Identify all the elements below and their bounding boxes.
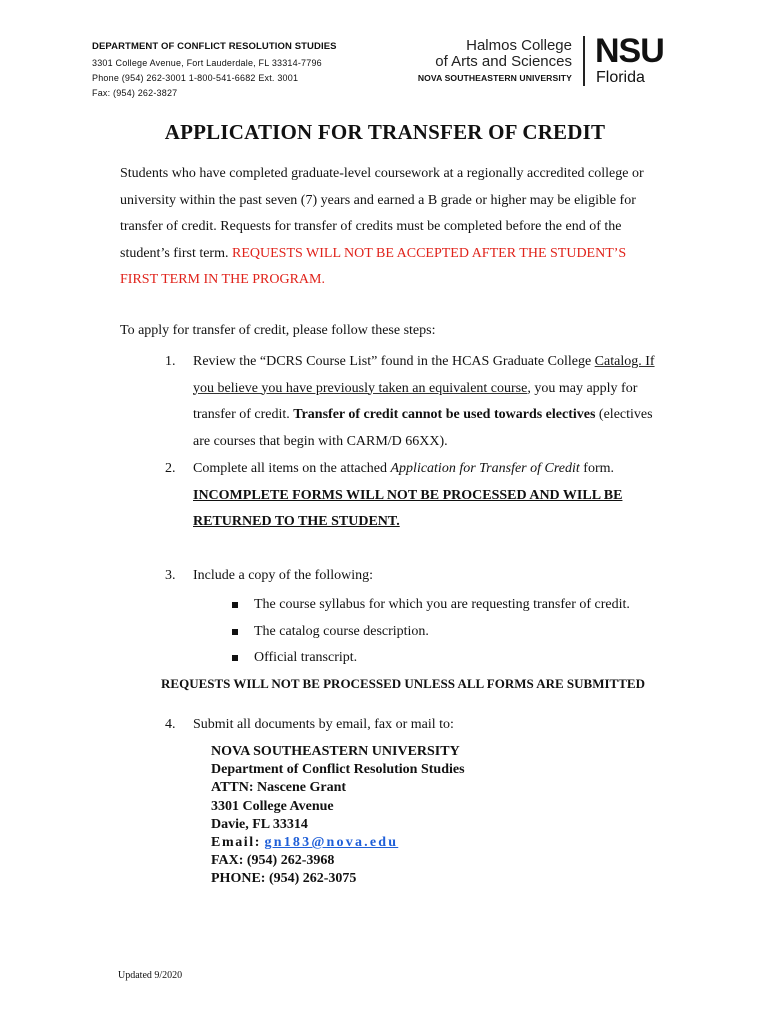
address-university: NOVA SOUTHEASTERN UNIVERSITY [211,744,460,759]
steps-intro: To apply for transfer of credit, please follow these steps: [120,323,436,338]
logo-divider [583,36,585,86]
bullet-square-icon [232,602,238,608]
address-fax: FAX: (954) 262-3968 [211,853,335,869]
intro-paragraph [120,161,665,294]
list-item: The course syllabus for which you are requesting transfer of credit. [232,592,630,619]
incomplete-warning: INCOMPLETE FORMS WILL NOT BE PROCESSED AND WILL BE RETURNED TO THE STUDENT. [193,487,623,529]
step-number: 4. [165,717,176,732]
mailing-address [211,743,465,889]
bullet-square-icon [232,629,238,635]
address-phone: PHONE: (954) 262-3075 [211,871,357,887]
university-name: NOVA SOUTHEASTERN UNIVERSITY [417,73,572,83]
electives-note: Transfer of credit cannot be used towards electives [293,407,596,422]
page-title: APPLICATION FOR TRANSFER OF CREDIT [164,120,606,144]
step-text: Submit all documents by email, fax or mail to: [193,717,454,732]
address-department: Department of Conflict Resolution Studies [211,762,465,778]
department-header [92,41,337,103]
address-email [211,834,465,852]
address-attention: ATTN: Nascene Grant [211,780,347,796]
nsu-logo [400,32,690,90]
email-link[interactable]: gn183@nova.edu [264,835,399,851]
department-fax: Fax: (954) 262-3827 [92,88,178,98]
address-street: 3301 College Avenue [211,798,334,814]
intro-text: Students who have completed graduate-level coursework at a regionally accredited college or university within the past seven (7) years and earned a B grade or higher may be eligible for transfer of credit. Requests for transfer of credits must be completed before the end of the student’s first term. [120,166,644,261]
list-item: Official transcript. [232,645,630,672]
updated-date: Updated 9/2020 [118,970,183,981]
step-number: 3. [165,568,176,583]
college-name: Halmos College of Arts and Sciences [435,37,572,70]
submission-warning: REQUESTS WILL NOT BE PROCESSED UNLESS ALL FORMS ARE SUBMITTED [161,676,645,691]
catalog-link[interactable]: Catalog. If you believe you have previously taken an equivalent course [193,354,655,396]
step-text: Include a copy of the following: [193,568,374,583]
bullet-square-icon [232,655,238,661]
address-city: Davie, FL 33314 [211,816,308,832]
list-item: The catalog course description. [232,619,630,646]
department-address: 3301 College Avenue, Fort Lauderdale, FL 33314-7796 [92,58,322,68]
step-number: 2. [165,461,176,476]
nsu-state: Florida [596,69,645,86]
step-number: 1. [165,354,176,369]
intro-warning: REQUESTS WILL NOT BE ACCEPTED AFTER THE STUDENT’S FIRST TERM IN THE PROGRAM. [120,245,627,288]
nsu-wordmark: NSU [595,32,664,70]
email-label: Email: [211,835,262,851]
department-title: DEPARTMENT OF CONFLICT RESOLUTION STUDIES [92,41,337,52]
step-text: Review the “DCRS Course List” found in the HCAS Graduate College Catalog. If you believe you have previously taken an equivalent course, you may apply for transfer of credit. Transfer of credit cannot be used towards electives (electives are courses that begin with CARM/D 66XX). [193,354,655,449]
form-name: Application for Transfer of Credit [390,461,580,476]
step-text: Complete all items on the attached Application for Transfer of Credit form. INCOMPLETE FORMS WILL NOT BE PROCESSED AND WILL BE RETURNED TO THE STUDENT. [193,461,623,529]
required-documents-list [232,592,630,672]
department-phone: Phone (954) 262-3001 1-800-541-6682 Ext. 3001 [92,73,299,83]
